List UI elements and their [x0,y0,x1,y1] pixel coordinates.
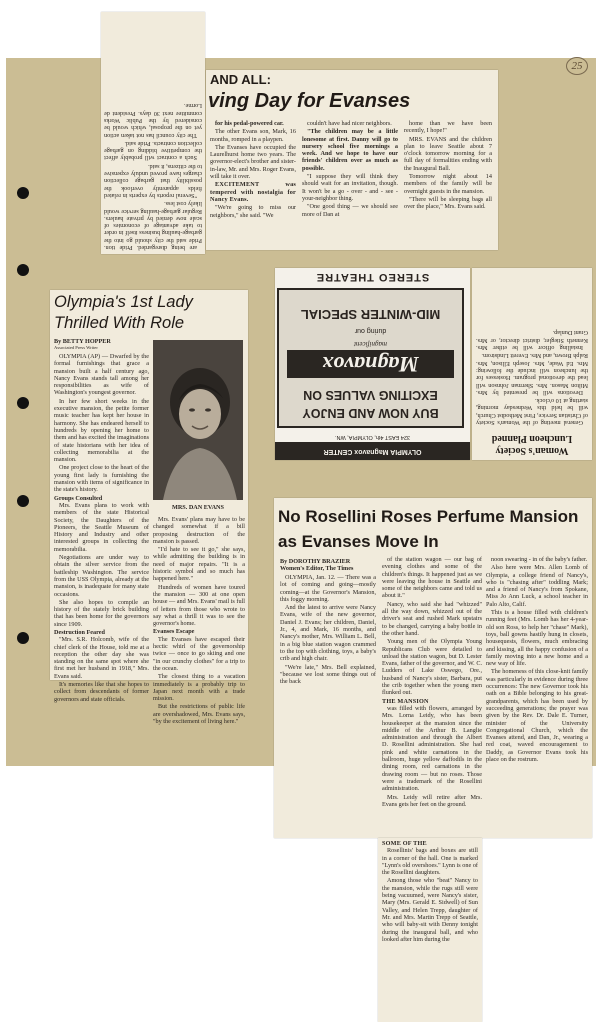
article-column [280,574,376,686]
kicker: AND ALL: [210,72,271,87]
paragraph: The other Evans son, Mark, 16 months, romped in a playpen. [210,128,296,143]
article-column [210,120,296,246]
society-headline: Woman's Society Luncheon Planned [491,433,573,456]
paragraph: But the restrictions of public life are overshadowed, Mrs. Evans says, "by the excitement of living here." [153,703,245,726]
paragraph: Mrs. Evans' plans may have to be changed somewhat if a bill proposing destruction of the mansion is passed. [153,516,245,545]
run-in-head: THE MANSION [382,697,429,705]
paragraph: Mrs. Evans plans to work with members of the state Historical Society, the Daughters of the Pioneers, the Seattle Museum of History and Industry and other interested groups in collecting the memorabilia. [54,501,149,553]
byline: By BETTY HOPPER [54,338,111,345]
paragraph: Also here were Mrs. Allen Lomb of Olympia, a college friend of Nancy's, who is "chasing after" toddling Mark; and a friend of Nancy's from Spokane, Miss Jo Ann Luck, a school teacher in Palo Alto, Calif. [486,564,588,608]
binder-hole [17,264,29,276]
headline: Olympia's 1st Lady Thrilled With Role [54,293,193,332]
paragraph: "We're late," Mrs. Bell explained, "because we lost some things out of the back [280,663,376,686]
evans-moving-clipping [206,70,498,250]
headline: No Rosellini Roses Perfume Mansion as Evanses Move In [278,507,579,551]
paragraph: Mrs. Leidy will retire after Mrs. Evans gets her feet on the ground. [382,793,482,808]
byline-sub: Women's Editor, The Times [280,565,354,573]
ad-rotated [275,268,470,460]
womans-society-clipping [472,268,592,460]
paragraph: The city council has not taken action yet on the proposal, which would be considered by the Public Works committee next 30 days. President de Lorme. [104,102,202,139]
ad-line2: EXCITING VALUES ON [303,388,438,402]
paragraph: "There will be sleeping bags all over the place," Mrs. Evans said. [404,195,492,211]
paragraph: It's memories like that she hopes to collect from descendants of former governors and state officials. [54,681,149,703]
paragraph: of the station wagon — our bag of evening clothes and some of the children's things. It happened just as we were leaving the house in Seattle and some of the neighbors came and told us about it." [382,556,482,600]
portrait-image [153,340,243,500]
paragraph: The Evanses have escaped their hectic whirl of the governorship twice — once to go skiing and one "in our crunchy clothes" for a trip to the ocean. [153,635,245,672]
subhead: Groups Consulted [54,494,103,502]
paragraph: Negotiations are under way to obtain the silver service from the battleship Washington. The service from the USS Olympia, already at the mansion, is inadequate for many state occasions. [54,554,149,598]
paragraph: Nancy, who said she had "whizzed" all the way down, whizzed out of the driver's seat and rushed Mark upstairs to be changed, carrying a baby bottle in the other hand. [382,600,482,637]
paragraph: "I'd hate to see it go," she says, while admitting the building is in need of major repairs. "It is a historic symbol and so much has happened here." [153,546,245,583]
ad-brand-sub: magnificent [353,340,388,348]
paragraph: "One good thing — we should see more of Dan at [302,203,398,218]
article-column [382,840,478,1020]
paragraph: EXCITEMENT was tempered with nostalgia for Nancy Evans. [210,181,296,203]
article-column [404,120,492,246]
ad-address: 324 EAST 4th, OLYMPIA, WN. [335,434,410,440]
photo-caption: MRS. DAN EVANS [172,504,224,511]
paragraph: The closest thing to a vacation immediately is a probably trip to Japan next month with a trade mission. [153,673,245,703]
paragraph: In her few short weeks in the executive mansion, the petite former music teacher has kept her house in harmony. She has endeared herself to hundreds by opening her home to them and has excited the imaginations of state historians with her idea of collecting memorabilia at the mansion. [54,397,149,464]
article-column [382,556,482,838]
ad-line3: MID-WINTER SPECIAL [300,307,441,322]
photo-mrs-evans [153,340,243,500]
binder-hole [17,632,29,644]
clipping-rotated [472,268,592,460]
paragraph: This is a house filled with children's running feet (Mrs. Lomb has her 4-year-old son Ross, to help her "chase" Mark), toys, ball gowns hastily hung in closets, housequests, flowers, much embracing and kissing, all the happy confusion of a family moving into a new home and a new way of life. [486,609,588,668]
run-in-head: SOME OF THE [382,840,427,847]
paragraph: OLYMPIA (AP) — Dwarfed by the formal furnishings that grace a mansion built a half century ago, Nancy Evans stands tall among her responsibilities as wife of Washington's youngest governor. [54,353,149,397]
paragraph: "We're going to miss our neighbors," she said. "We [210,204,296,219]
paragraph: for his pedal-powered car. [215,120,284,127]
paragraph: Devotions will be presented by Mrs. Milton Mason. Mrs. Sherman Johnson will lead the devotional program. Hostesses for the luncheon will include the following: Mrs. Ed Wade, Mrs. Joseph Ellison, Mrs. Ralph Brown, and Mrs. Everett Lindstrom. [476,352,588,396]
paragraph: Young men of the Olympia Young Republicans Club were detailed to unload the station wagon, but D. Lester Evans, father of the governor, and W. C. Ludders of Lake Oswego, Ore., husband of Nancy's sister, Barbara, put the crib together when the young men flunked out. [382,638,482,697]
paragraph: Tomorrow night about 14 members of the family will be overnight guests in the mansion. [404,173,492,195]
paragraph: OLYMPIA, Jan. 12. — There was a lot of coming and going—mostly coming—at the Governor's Mansion, this foggy morning. [280,574,376,603]
headline: ving Day for Evanses [208,90,411,112]
article-column [476,270,588,426]
ad-store-name: OLYMPIA Magnavox CENTER [275,442,470,460]
ad-box [277,288,464,428]
paragraph: "The children may be a little lonesome at first. Danny will go to nursery school five mornings a week. And we hope to have our friends' children over as much as possible. [302,128,398,172]
byline-sub: Associated Press Writer [54,345,98,351]
paragraph: "Mrs. S.R. Holcomb, wife of the chief clerk of the House, told me at a reception the other day she was standing on the same spot where she first met her husband in 1918," Mrs. Evans said. [54,636,149,680]
article-column [302,120,398,246]
clipping-top-left [101,12,205,254]
subhead: Destruction Feared [54,628,105,636]
byline-box [280,558,376,572]
page-number: 25 [566,57,588,75]
byline-box [54,338,149,352]
paragraph: couldn't have had nicer neighbors. [307,120,392,127]
olympia-first-lady-clipping [50,290,248,726]
ad-line1: BUY NOW AND ENJOY [302,406,439,420]
byline: By DOROTHY BRAZIER [280,558,351,565]
paragraph: MRS. EVANS and the children plan to leave Seattle about 7 o'clock tomorrow morning for a full day of formalities ending with the Inaugural Ball. [404,135,492,172]
paragraph: She also hopes to compile an history of the stately brick building that has been home for the governors since 1909. [54,598,149,628]
paragraph: General meeting of the Woman's Society of Christian Service, First Methodist Church, will be held this Wednesday morning, starting at 10 o'clock. [476,397,588,426]
binder-hole [17,495,29,507]
paragraph: "I suppose they will think they should wait for an invitation, though. It won't be a go - over - and - see - your-neighbor thing. [302,173,398,202]
paragraph: The homeness of this close-knit family was particularly in evidence during three occurrences: The new Governor took his oath on a Bible belonging to his great-grandparents, which has been used by succeeding generations; the prayer was given by the Rev. Dr. Dale E. Turner, minister of the University Congregational Church, which the Evanses attend, and Dan, Jr., wearing a red coat, waved encouragement to Daddy, as Governor Evans took his place on the rostrum. [486,668,588,764]
paragraph: The Evanses have occupied the Laurelhurst home two years. The governor-elect's brother and sister-in-law, Mr. and Mrs. Roger Evans, will take it over. [210,143,296,181]
binder-hole [17,187,29,199]
paragraph: One project close to the heart of the young first lady is furnishing the mansion with items of significance in the state's history. [54,464,149,494]
clipping-text [104,15,202,251]
ad-brand-logo: Magnavox [287,350,454,378]
rosellini-continuation [378,838,482,1022]
paragraph: noon swearing - in of the baby's father. [491,556,588,563]
magnavox-ad [275,268,470,460]
paragraph: Hundreds of women have toured the mansion — 300 at one open house — and Mrs. Evans' mail is full of letters from those who wrote to say what a thrill it was to see the governor's home. [153,583,245,628]
article-column [486,556,588,838]
paragraph: was filled with flowers, arranged by Mrs. Lorna Leidy, who has been housekeeper at the mansion since the middle of the Arthur B. Langlie administration and through the Albert D. Rosellini administration. She had pink and white carnations in the ballroom, huge yellow daffodils in the dining room, red carnations in the drawing room — but no roses. Those were a trademark of the Rosellini administration. [382,704,482,793]
ad-line4: during our [354,327,387,334]
paragraph: are being disregarded. Pride tion. Pride said the city should go into the garbage-hauling business itself in order to take advantage of economies of scale now denied by private haulers. Regular garbage-hauling service would likely cost less. [104,200,202,251]
paragraph: home than we have been recently, I hope!" [404,120,492,135]
paragraph: "Several reports by experts in related fields apparently overlook the possibility that garbage collection charges have proved unduly expensive to the citizens, it said. [104,162,202,199]
paragraph: Such a contract will probably affect the competitive bidding on garbage collection contracts. Pride said. [104,139,202,162]
ad-theatre: STEREO THEATRE [315,271,430,283]
paragraph: Installing officer will be either Mrs. Kenneth Stiegler, district director, or Mrs. Grant Dunlap. [476,329,588,352]
rosellini-roses-clipping [274,498,592,838]
article-column [54,353,149,703]
subhead: Evanses Escape [153,628,195,636]
paragraph: And the latest to arrive were Nancy Evans, wife of the new governor, Daniel J. Evans; her children, Daniel, Jr., 4, and Mark, 16 months, and Nancy's mother, Mrs. William L. Bell, in a big blue station wagon crammed to the top with clothing, toys, a baby's crib and high chair. [280,604,376,663]
paragraph: Among those who "beat" Nancy to the mansion, while the rugs still were being vacuumed, were Nancy's sister, Mary (Mrs. Gerald E. Sidwell) of Sun Valley, and Helen Trepp, daughter of Mr. and Mrs. Martin Trepp of Seattle, who will baby-sit with Denny tonight during the inaugural ball, and who looked after him during the [382,877,478,943]
article-column [153,516,245,726]
binder-hole [17,397,29,409]
paragraph: Rosellinis' bags and boxes are still in a corner of the hall. One is marked "Lynn's old overshoes." Lynn is one of the Rosellini daughters. [382,847,478,877]
